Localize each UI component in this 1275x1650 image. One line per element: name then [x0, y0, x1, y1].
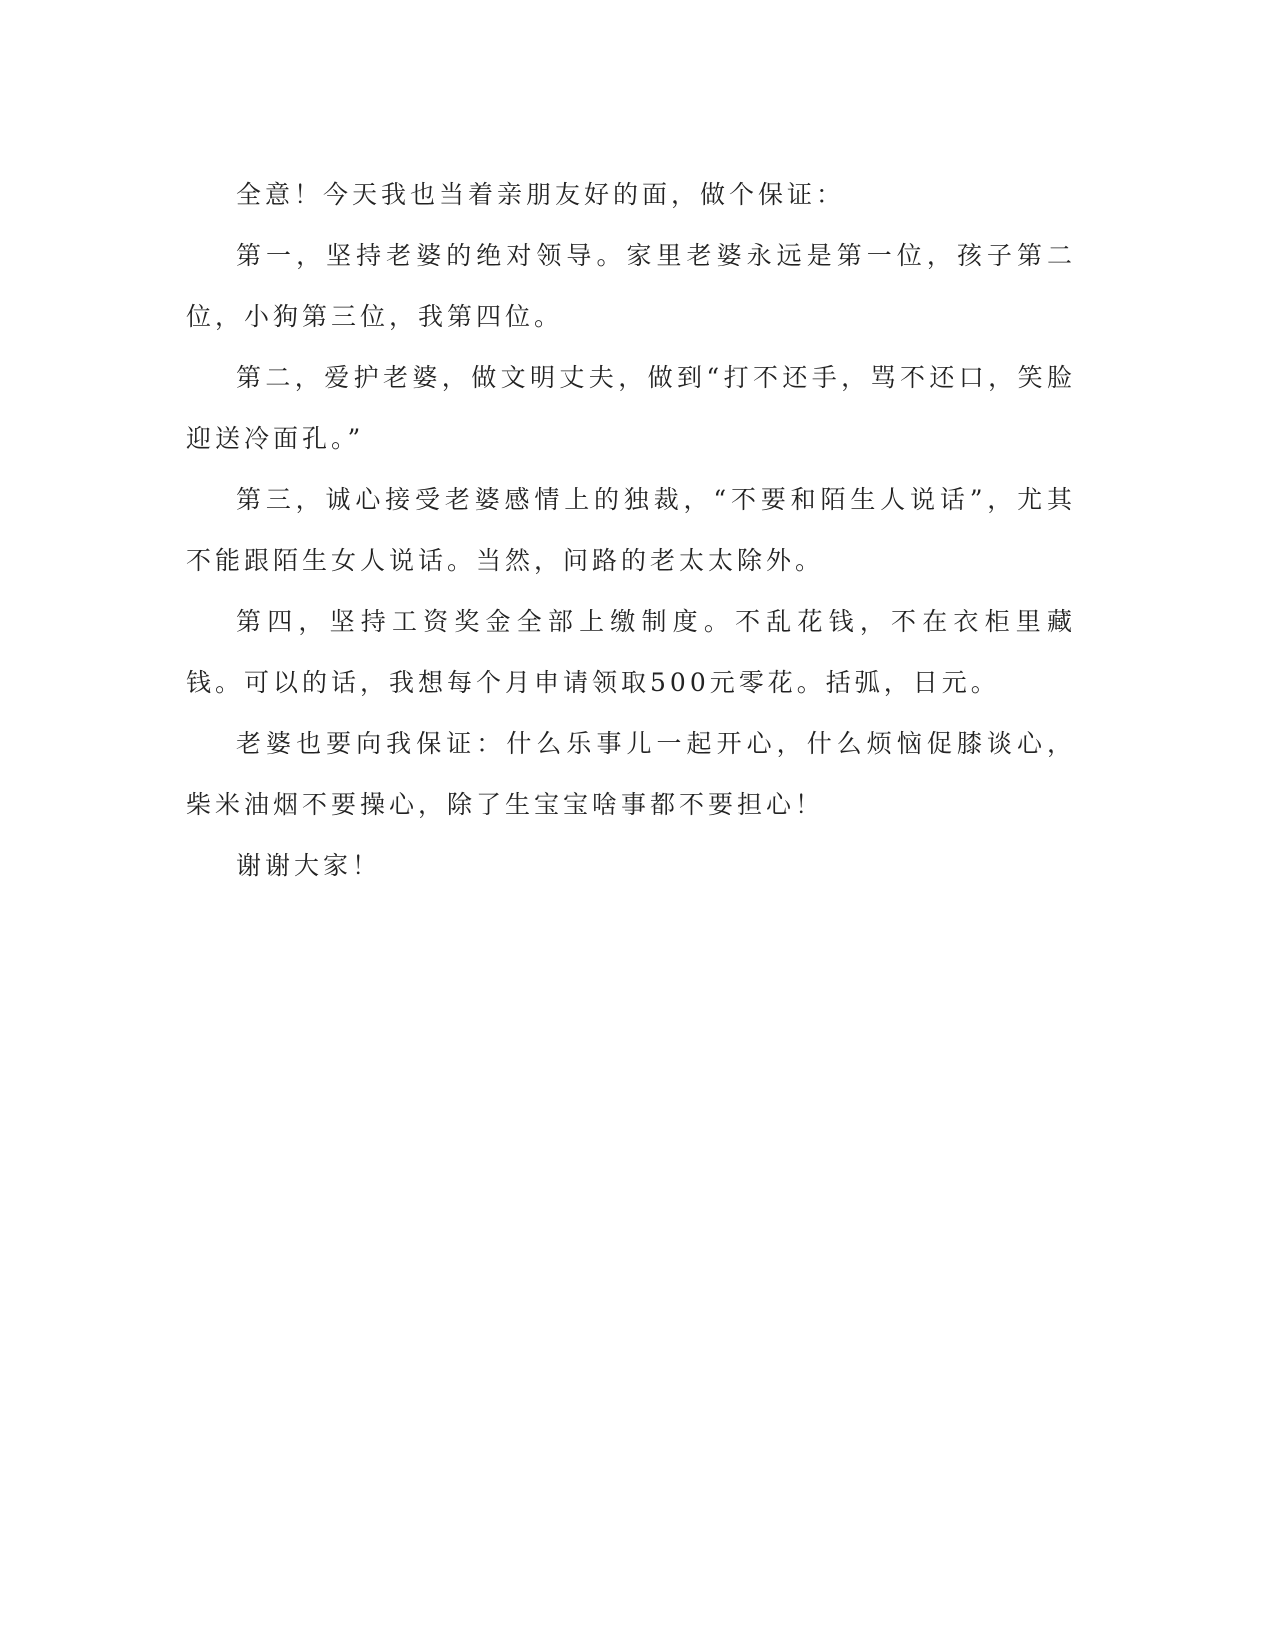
- paragraph-wife-pledge: 老婆也要向我保证：什么乐事儿一起开心，什么烦恼促膝谈心，柴米油烟不要操心，除了生宝宝啥事都不要担心！: [186, 729, 1076, 819]
- paragraph-pledge-one: 第一，坚持老婆的绝对领导。家里老婆永远是第一位，孩子第二位，小狗第三位，我第四位。: [186, 241, 1076, 331]
- paragraph-pledge-four: 第四，坚持工资奖金全部上缴制度。不乱花钱，不在衣柜里藏钱。可以的话，我想每个月申请领取500元零花。括弧，日元。: [186, 607, 1076, 697]
- paragraph-pledge-two: 第二，爱护老婆，做文明丈夫，做到“打不还手，骂不还口，笑脸迎送冷面孔。”: [186, 363, 1076, 453]
- paragraph-pledge-three: 第三，诚心接受老婆感情上的独裁，“不要和陌生人说话”，尤其不能跟陌生女人说话。当然，问路的老太太除外。: [186, 485, 1076, 575]
- document-body: [186, 164, 1076, 896]
- paragraph-thanks: 谢谢大家！: [236, 851, 382, 880]
- paragraph-pledge-intro: 全意！今天我也当着亲朋友好的面，做个保证：: [236, 180, 846, 209]
